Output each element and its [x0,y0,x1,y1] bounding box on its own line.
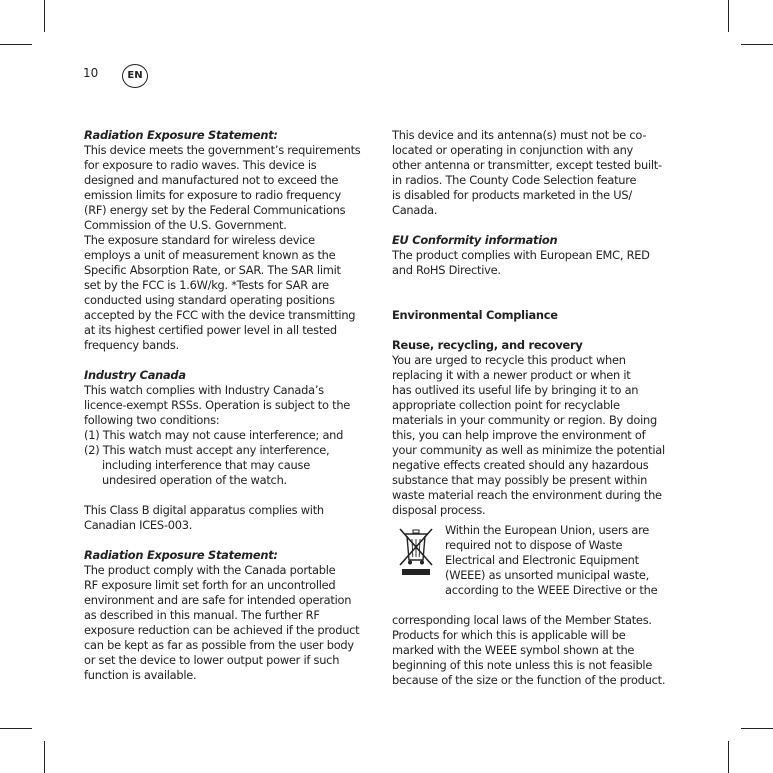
text-line: (2) This watch must accept any interference, [84,443,330,457]
crop-mark-top-right-v [728,0,729,32]
text-line: (WEEE) as unsorted municipal waste, [445,568,649,582]
text-line: employs a unit of measurement known as the [84,248,336,262]
text-line: can be kept as far as possible from the user body [84,638,354,652]
text-line: environment and are safe for intended operation [84,593,352,607]
text-line: has outlived its useful life by bringing it to an [392,383,639,397]
reuse-heading: Reuse, recycling, and recovery [392,338,583,352]
text-line: other antenna or transmitter, except tested built- [392,158,662,172]
text-line: in radios. The County Code Selection feature [392,173,637,187]
text-line: designed and manufactured not to exceed the [84,173,339,187]
text-line: This watch complies with Industry Canada’s [84,383,324,397]
text-line: appropriate collection point for recyclable [392,398,620,412]
text-line: RF exposure limit set forth for an uncontrolled [84,578,336,592]
text-line: This device meets the government’s requirements [84,143,361,157]
text-line: as described in this manual. The further RF [84,608,320,622]
text-line: this, you can help improve the environment of [392,428,646,442]
text-line: corresponding local laws of the Member States. [392,613,652,627]
weee-crossed-bin-icon [396,525,436,577]
radiation-heading-canada: Radiation Exposure Statement: [84,548,278,562]
crop-mark-bottom-left-v [44,741,45,773]
text-line: your community as well as minimize the potential [392,443,665,457]
text-line: located or operating in conjunction with any [392,143,634,157]
text-line: marked with the WEEE symbol shown at the [392,643,635,657]
text-line: set by the FCC is 1.6W/kg. *Tests for SAR are [84,278,329,292]
text-line: at its highest certified power level in all tested [84,323,337,337]
crop-mark-top-left-h [0,44,32,45]
text-line: Electrical and Electronic Equipment [445,553,639,567]
text-line: waste material reach the environment during the [392,488,662,502]
text-line: is disabled for products marketed in the US/ [392,188,632,202]
crop-mark-top-right-h [741,44,773,45]
language-badge: EN [122,64,148,88]
text-line: Canada. [392,203,438,217]
text-line: Canadian ICES-003. [84,518,193,532]
text-line: The exposure standard for wireless device [84,233,315,247]
text-line: and RoHS Directive. [392,263,501,277]
text-line: function is available. [84,668,197,682]
text-line: Specific Absorption Rate, or SAR. The SAR limit [84,263,341,277]
text-line: The product complies with European EMC, RED [392,248,650,262]
left-column [84,128,380,683]
text-line: undesired operation of the watch. [102,473,287,487]
text-line: or set the device to lower output power if such [84,653,340,667]
text-line: (RF) energy set by the Federal Communications [84,203,346,217]
text-line: exposure reduction can be achieved if the product [84,623,360,637]
text-line: (1) This watch may not cause interference; and [84,428,344,442]
environmental-compliance-heading: Environmental Compliance [392,308,558,322]
crop-mark-top-left-v [44,0,45,32]
text-line: The product comply with the Canada portable [84,563,336,577]
text-line: emission limits for exposure to radio frequency [84,188,342,202]
text-line: for exposure to radio waves. This device is [84,158,317,172]
text-line: replacing it with a newer product or when it [392,368,631,382]
text-line: following two conditions: [84,413,220,427]
crop-mark-bottom-right-v [728,741,729,773]
text-line: This Class B digital apparatus complies with [84,503,324,517]
text-line: negative effects created should any hazardous [392,458,649,472]
text-line: Within the European Union, users are [445,523,650,537]
eu-conformity-heading: EU Conformity information [392,233,558,247]
text-line: conducted using standard operating positions [84,293,335,307]
text-line: required not to dispose of Waste [445,538,623,552]
text-line: frequency bands. [84,338,179,352]
text-line: You are urged to recycle this product when [392,353,626,367]
text-line: This device and its antenna(s) must not be co- [392,128,647,142]
text-line: according to the WEEE Directive or the [445,583,658,597]
text-line: disposal process. [392,503,486,517]
text-line: substance that may possibly be present within [392,473,648,487]
text-line: licence-exempt RSSs. Operation is subject to the [84,398,351,412]
text-line: beginning of this note unless this is not feasible [392,658,653,672]
text-line: materials in your community or region. By doing [392,413,657,427]
text-line: accepted by the FCC with the device transmitting [84,308,356,322]
crop-mark-bottom-right-h [741,728,773,729]
text-line: Products for which this is applicable will be [392,628,626,642]
radiation-heading: Radiation Exposure Statement: [84,128,278,142]
weee-block [392,523,682,613]
text-line: Commission of the U.S. Government. [84,218,287,232]
industry-canada-heading: Industry Canada [84,368,186,382]
crop-mark-bottom-left-h [0,728,32,729]
text-line: because of the size or the function of the product. [392,673,666,687]
right-column [392,128,682,688]
text-line: including interference that may cause [102,458,310,472]
page-number: 10 [83,66,99,80]
weee-side-text [445,523,685,598]
